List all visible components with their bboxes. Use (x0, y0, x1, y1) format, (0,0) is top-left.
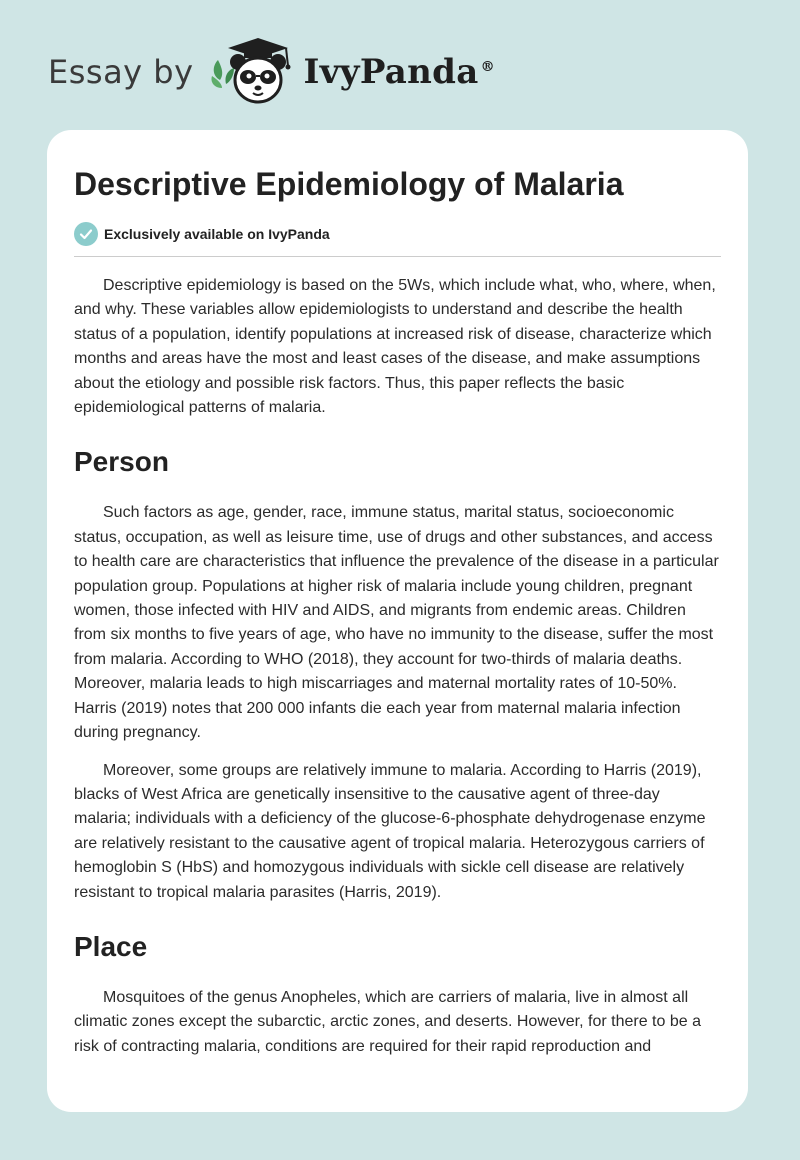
person-paragraph-1: Such factors as age, gender, race, immune status, marital status, socioeconomic status, occupation, as well as leisure time, use of drugs and other substances, and access to health care are characteristics that influence the prevalence of the disease in a particular population group. Populations at higher risk of malaria include young children, pregnant women, those infected with HIV and AIDS, and migrants from endemic areas. Children from six months to five years of age, who have no immunity to the disease, suffer the most from malaria. According to WHO (2018), they account for two-thirds of malaria deaths. Moreover, malaria leads to high miscarriages and maternal mortality rates of 10-50%. Harris (2019) notes that 200 000 infants die each year from maternal malaria infection during pregnancy. (74, 504, 719, 742)
check-icon (74, 222, 98, 246)
brand-name[interactable]: IvyPanda ® (303, 52, 495, 92)
intro-paragraph: Descriptive epidemiology is based on the 5Ws, which include what, who, where, when, and why. These variables allow epidemiologists to understand and describe the health status of a population, identify populations at increased risk of disease, characterize which months and areas have the most and least cases of the disease, and make assumptions about the etiology and possible risk factors. Thus, this paper reflects the basic epidemiological patterns of malaria. (74, 277, 716, 417)
panda-graduate-icon[interactable] (208, 36, 298, 108)
place-paragraph-1: Mosquitoes of the genus Anopheles, which are carriers of malaria, live in almost all climatic zones except the subarctic, arctic zones, and deserts. However, for there to be a risk of contracting malaria, conditions are required for their rapid reproduction and (74, 988, 701, 1055)
divider (74, 256, 721, 257)
site-header (48, 36, 495, 108)
essay-card (47, 130, 748, 1112)
badge-label: Exclusively available on IvyPanda (104, 226, 330, 242)
exclusive-badge (74, 222, 721, 246)
section-heading-person: Person (74, 446, 169, 478)
section-heading-place: Place (74, 930, 148, 962)
registered-mark: ® (480, 58, 495, 75)
person-paragraph-2: Moreover, some groups are relatively immune to malaria. According to Harris (2019), blacks of West Africa are genetically insensitive to the causative agent of three-day malaria; individuals with a deficiency of the glucose-6-phosphate dehydrogenase enzyme are relatively resistant to the causative agent of tropical malaria. Heterozygous carriers of hemoglobin S (HbS) and homozygous individuals with sickle cell disease are relatively resistant to tropical malaria parasites (Harris, 2019). (74, 761, 706, 901)
page-title: Descriptive Epidemiology of Malaria (74, 166, 624, 202)
essay-by-label: Essay by (48, 53, 194, 91)
